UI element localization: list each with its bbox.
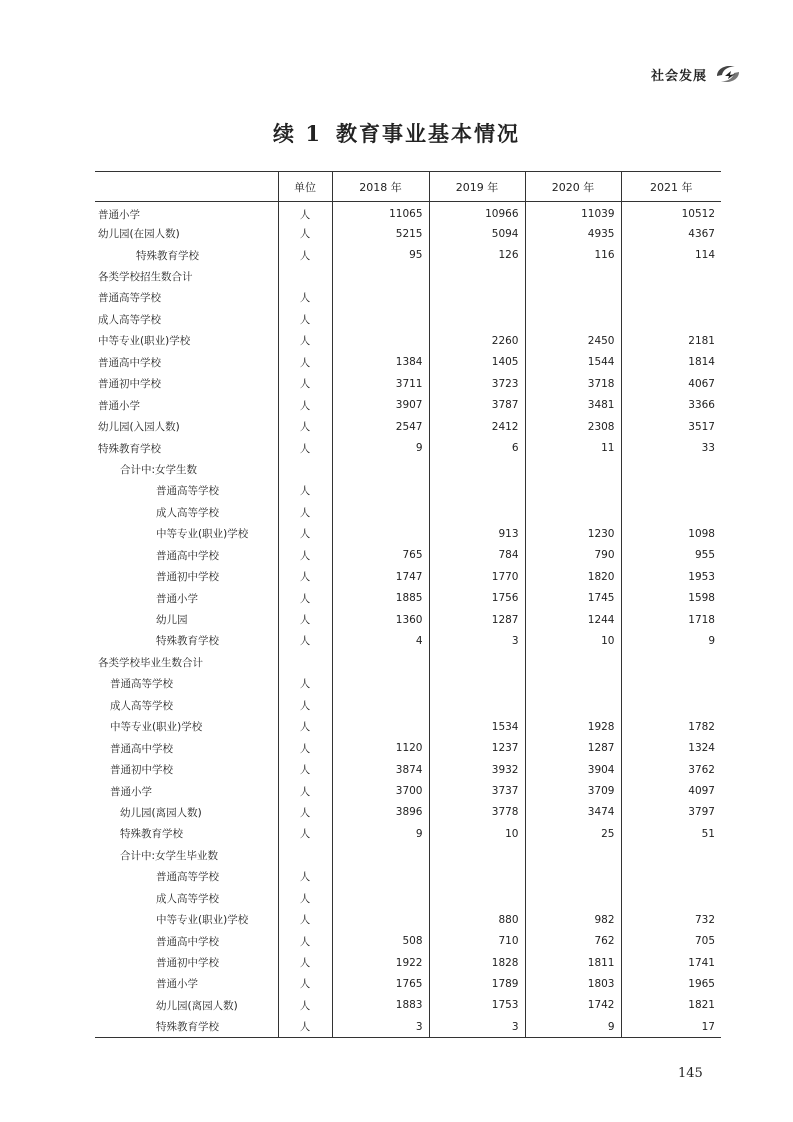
swirl-logo-icon [713,62,743,86]
row-unit: 人 [278,780,332,801]
cell-2019: 1770 [429,566,525,587]
cell-2021: 1814 [621,352,721,373]
cell-2018: 1384 [332,352,429,373]
cell-2019: 710 [429,930,525,951]
row-label: 中等专业(职业)学校 [156,528,249,541]
cell-2018: 1765 [332,973,429,994]
cell-2021: 1953 [621,566,721,587]
row-unit: 人 [278,909,332,930]
cell-2020: 11 [525,437,621,458]
column-header-unit: 单位 [278,172,332,202]
cell-2020: 982 [525,909,621,930]
cell-2020: 1742 [525,995,621,1016]
cell-2019: 1753 [429,995,525,1016]
cell-2021: 732 [621,909,721,930]
row-label: 中等专业(职业)学校 [110,721,203,734]
cell-2020: 3904 [525,759,621,780]
table-row [95,287,721,308]
table-row [95,459,721,480]
cell-2019 [429,309,525,330]
row-unit: 人 [278,416,332,437]
cell-2020: 11039 [525,202,621,223]
table-row [95,973,721,994]
cell-2021: 1718 [621,609,721,630]
cell-2020: 1244 [525,609,621,630]
row-unit: 人 [278,202,332,223]
row-label: 各类学校招生数合计 [98,271,193,284]
cell-2020: 1803 [525,973,621,994]
column-header-2019: 2019 年 [429,172,525,202]
cell-2019: 1287 [429,609,525,630]
row-label: 幼儿园(在园人数) [98,228,180,241]
row-label: 幼儿园 [156,614,188,627]
cell-2019: 1756 [429,587,525,608]
cell-2020 [525,652,621,673]
row-label: 幼儿园(离园人数) [156,999,238,1012]
cell-2020: 116 [525,244,621,265]
cell-2018: 5215 [332,223,429,244]
cell-2021 [621,845,721,866]
cell-2019: 10966 [429,202,525,223]
row-unit: 人 [278,737,332,758]
cell-2020 [525,480,621,501]
row-unit: 人 [278,716,332,737]
table-row [95,223,721,244]
row-label: 普通高中学校 [98,356,161,369]
cell-2021: 33 [621,437,721,458]
cell-2021 [621,695,721,716]
table-row [95,266,721,287]
cell-2021: 4367 [621,223,721,244]
cell-2021: 955 [621,545,721,566]
table-row [95,780,721,801]
row-unit: 人 [278,352,332,373]
cell-2019: 3 [429,630,525,651]
row-unit: 人 [278,437,332,458]
table-row [95,845,721,866]
cell-2021 [621,266,721,287]
cell-2020 [525,287,621,308]
table-row [95,695,721,716]
column-header-2020: 2020 年 [525,172,621,202]
table-row [95,373,721,394]
row-unit [278,266,332,287]
cell-2019: 1534 [429,716,525,737]
cell-2021 [621,866,721,887]
cell-2019 [429,888,525,909]
cell-2019: 6 [429,437,525,458]
cell-2019: 784 [429,545,525,566]
cell-2020: 2450 [525,330,621,351]
cell-2018 [332,480,429,501]
cell-2019: 3737 [429,780,525,801]
cell-2018: 1360 [332,609,429,630]
table-row [95,416,721,437]
table-row [95,437,721,458]
cell-2019: 3932 [429,759,525,780]
table-row [95,930,721,951]
cell-2018 [332,330,429,351]
cell-2021: 114 [621,244,721,265]
row-label: 各类学校毕业生数合计 [98,656,203,669]
row-unit [278,652,332,673]
row-unit: 人 [278,223,332,244]
cell-2019 [429,287,525,308]
cell-2018 [332,523,429,544]
row-unit: 人 [278,480,332,501]
row-unit: 人 [278,1016,332,1037]
cell-2020: 9 [525,1016,621,1037]
row-unit: 人 [278,587,332,608]
cell-2019: 5094 [429,223,525,244]
cell-2021: 3517 [621,416,721,437]
cell-2021: 1965 [621,973,721,994]
cell-2018: 765 [332,545,429,566]
cell-2018 [332,459,429,480]
cell-2021: 1782 [621,716,721,737]
cell-2018 [332,266,429,287]
cell-2021: 3797 [621,802,721,823]
cell-2021: 1821 [621,995,721,1016]
cell-2020: 4935 [525,223,621,244]
row-unit: 人 [278,952,332,973]
cell-2021: 1098 [621,523,721,544]
row-label: 特殊教育学校 [136,249,199,262]
table-row [95,609,721,630]
row-label: 普通小学 [98,208,140,221]
cell-2018 [332,845,429,866]
cell-2021 [621,673,721,694]
cell-2021 [621,309,721,330]
cell-2020: 762 [525,930,621,951]
cell-2020: 3481 [525,394,621,415]
cell-2018: 1747 [332,566,429,587]
row-unit: 人 [278,888,332,909]
table-row [95,244,721,265]
table-row [95,394,721,415]
cell-2021: 3762 [621,759,721,780]
cell-2018: 11065 [332,202,429,223]
table-row [95,523,721,544]
row-unit: 人 [278,287,332,308]
cell-2019: 3787 [429,394,525,415]
table-body [95,202,721,1038]
cell-2020 [525,459,621,480]
cell-2019 [429,845,525,866]
cell-2018: 3896 [332,802,429,823]
row-unit: 人 [278,394,332,415]
cell-2019: 3723 [429,373,525,394]
table-row [95,952,721,973]
cell-2019 [429,673,525,694]
cell-2021: 1598 [621,587,721,608]
cell-2019: 3778 [429,802,525,823]
row-label: 特殊教育学校 [98,442,161,455]
table-row [95,630,721,651]
row-label: 成人高等学校 [156,892,219,905]
row-label: 普通高中学校 [156,549,219,562]
cell-2020: 1928 [525,716,621,737]
table-row [95,888,721,909]
table-row [95,1016,721,1037]
cell-2019: 1405 [429,352,525,373]
cell-2018 [332,309,429,330]
cell-2018 [332,502,429,523]
cell-2018: 2547 [332,416,429,437]
cell-2020: 1287 [525,737,621,758]
table-row [95,309,721,330]
row-unit [278,845,332,866]
table-row [95,330,721,351]
cell-2021: 17 [621,1016,721,1037]
cell-2018 [332,652,429,673]
table-row [95,587,721,608]
cell-2020: 2308 [525,416,621,437]
cell-2019 [429,502,525,523]
table-row [95,480,721,501]
row-unit: 人 [278,373,332,394]
cell-2021: 10512 [621,202,721,223]
cell-2018: 3711 [332,373,429,394]
row-label: 中等专业(职业)学校 [98,335,191,348]
row-label: 特殊教育学校 [156,635,219,648]
table-row [95,566,721,587]
cell-2021 [621,502,721,523]
cell-2021: 51 [621,823,721,844]
row-unit: 人 [278,802,332,823]
cell-2021 [621,652,721,673]
row-unit: 人 [278,759,332,780]
education-table-container [95,171,721,1038]
row-label: 普通小学 [156,978,198,991]
row-label: 普通初中学校 [156,571,219,584]
cell-2019: 913 [429,523,525,544]
cell-2020 [525,309,621,330]
row-label: 普通初中学校 [110,764,173,777]
cell-2018: 9 [332,437,429,458]
row-unit: 人 [278,823,332,844]
row-unit: 人 [278,930,332,951]
cell-2021: 1324 [621,737,721,758]
row-unit: 人 [278,866,332,887]
cell-2018 [332,888,429,909]
table-row [95,545,721,566]
row-unit: 人 [278,566,332,587]
cell-2021: 1741 [621,952,721,973]
column-header-2018: 2018 年 [332,172,429,202]
title-prefix: 续 1 [273,121,322,146]
cell-2018: 1922 [332,952,429,973]
row-unit: 人 [278,673,332,694]
cell-2020 [525,673,621,694]
row-unit: 人 [278,609,332,630]
row-unit: 人 [278,973,332,994]
table-row [95,909,721,930]
cell-2018: 1120 [332,737,429,758]
row-unit: 人 [278,695,332,716]
cell-2018 [332,673,429,694]
row-label: 普通高中学校 [110,742,173,755]
cell-2019: 126 [429,244,525,265]
table-row [95,352,721,373]
page-title [0,118,793,148]
cell-2021: 9 [621,630,721,651]
row-label: 普通高等学校 [98,292,161,305]
cell-2020: 3709 [525,780,621,801]
cell-2020: 3718 [525,373,621,394]
cell-2019: 1828 [429,952,525,973]
cell-2019: 3 [429,1016,525,1037]
title-main: 教育事业基本情况 [335,121,520,146]
cell-2019: 1237 [429,737,525,758]
row-label: 普通小学 [156,592,198,605]
row-label: 成人高等学校 [110,699,173,712]
cell-2018 [332,909,429,930]
table-row [95,652,721,673]
cell-2018: 3874 [332,759,429,780]
table-row [95,759,721,780]
row-label: 成人高等学校 [98,313,161,326]
table-row [95,673,721,694]
table-header [95,172,721,202]
cell-2019 [429,866,525,887]
cell-2018: 4 [332,630,429,651]
cell-2018: 3 [332,1016,429,1037]
row-label: 中等专业(职业)学校 [156,914,249,927]
cell-2021: 3366 [621,394,721,415]
cell-2018 [332,716,429,737]
running-header [651,62,743,86]
row-label: 普通高中学校 [156,935,219,948]
cell-2019 [429,480,525,501]
cell-2018: 95 [332,244,429,265]
column-header-2021: 2021 年 [621,172,721,202]
cell-2020: 1544 [525,352,621,373]
section-title: 社会发展 [650,68,707,84]
table-row [95,716,721,737]
cell-2019 [429,266,525,287]
row-label: 幼儿园(入园人数) [98,421,180,434]
row-unit: 人 [278,630,332,651]
cell-2020 [525,888,621,909]
cell-2021: 4067 [621,373,721,394]
row-label: 特殊教育学校 [120,828,183,841]
cell-2020 [525,866,621,887]
cell-2019 [429,459,525,480]
table-row [95,995,721,1016]
cell-2021 [621,888,721,909]
cell-2018: 1883 [332,995,429,1016]
cell-2019: 1789 [429,973,525,994]
cell-2018 [332,695,429,716]
cell-2018 [332,866,429,887]
row-unit: 人 [278,309,332,330]
education-table [95,171,721,1038]
cell-2021: 4097 [621,780,721,801]
row-label: 特殊教育学校 [156,1021,219,1034]
cell-2018: 1885 [332,587,429,608]
cell-2020 [525,845,621,866]
cell-2020: 25 [525,823,621,844]
cell-2020 [525,695,621,716]
row-label: 普通小学 [98,399,140,412]
cell-2020: 1811 [525,952,621,973]
row-unit: 人 [278,244,332,265]
row-label: 合计中:女学生毕业数 [120,849,219,862]
row-label: 幼儿园(离园人数) [120,806,202,819]
cell-2018: 3907 [332,394,429,415]
header-row [95,172,721,202]
cell-2019: 880 [429,909,525,930]
table-row [95,737,721,758]
row-unit: 人 [278,330,332,351]
row-unit: 人 [278,523,332,544]
cell-2019 [429,652,525,673]
table-row [95,502,721,523]
cell-2020: 1820 [525,566,621,587]
row-label: 普通初中学校 [98,378,161,391]
row-label: 普通高等学校 [156,871,219,884]
cell-2019: 2260 [429,330,525,351]
row-label: 普通高等学校 [156,485,219,498]
cell-2020 [525,266,621,287]
cell-2018: 508 [332,930,429,951]
table-row [95,823,721,844]
cell-2020: 1745 [525,587,621,608]
cell-2019 [429,695,525,716]
row-label: 普通小学 [110,785,152,798]
cell-2021: 2181 [621,330,721,351]
cell-2021 [621,480,721,501]
cell-2021 [621,287,721,308]
page-number: 145 [678,1066,703,1081]
row-label: 成人高等学校 [156,506,219,519]
cell-2018: 3700 [332,780,429,801]
table-row [95,866,721,887]
row-unit: 人 [278,995,332,1016]
cell-2021: 705 [621,930,721,951]
row-unit: 人 [278,545,332,566]
table-row [95,202,721,223]
cell-2018: 9 [332,823,429,844]
cell-2019: 10 [429,823,525,844]
cell-2019: 2412 [429,416,525,437]
row-label: 普通初中学校 [156,957,219,970]
table-row [95,802,721,823]
cell-2020: 1230 [525,523,621,544]
row-label: 合计中:女学生数 [120,463,198,476]
row-unit [278,459,332,480]
cell-2018 [332,287,429,308]
cell-2020: 3474 [525,802,621,823]
row-label: 普通高等学校 [110,678,173,691]
cell-2021 [621,459,721,480]
row-unit: 人 [278,502,332,523]
cell-2020: 790 [525,545,621,566]
cell-2020: 10 [525,630,621,651]
cell-2020 [525,502,621,523]
column-header-item [95,172,278,202]
